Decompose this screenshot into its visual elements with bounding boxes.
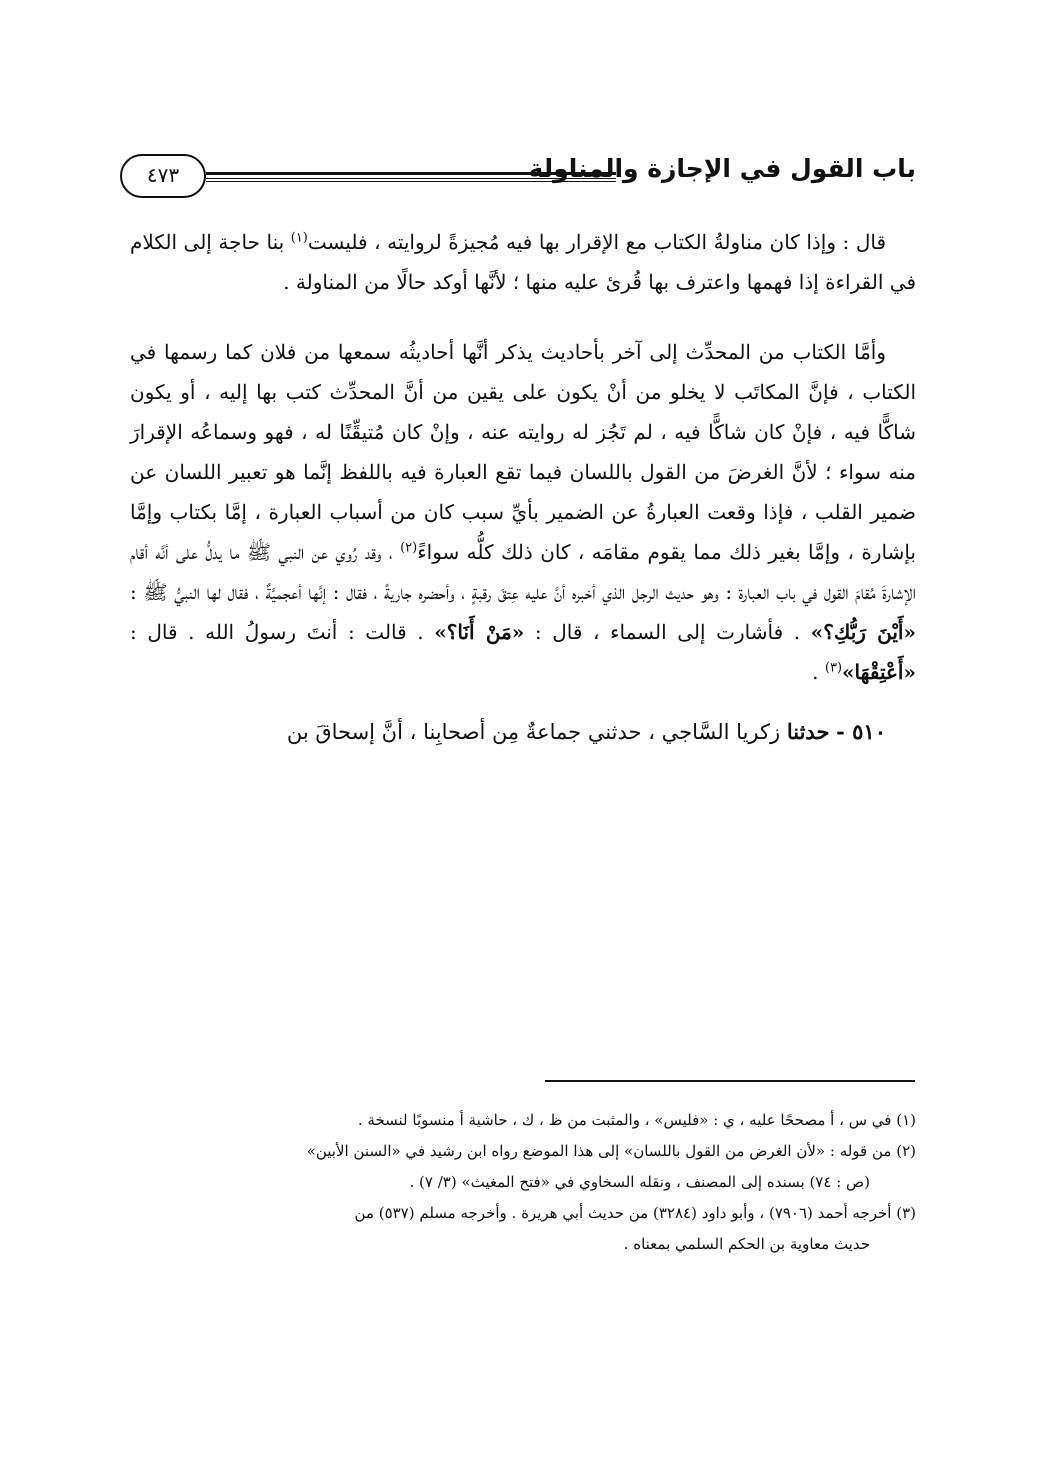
paragraph-2 [130, 332, 916, 692]
chapter-title: باب القول في الإجازة والمناولة [528, 154, 916, 183]
footnote-ref-1[interactable]: (١) [290, 230, 308, 246]
paragraph-1 [130, 222, 916, 302]
footnote-3-continued: حديث معاوية بن الحكم السلمي بمعناه . [623, 1235, 870, 1253]
p1-text-a: قال : وإذا كان مناولةُ الكتاب مع الإقرار بها فيه مُجيزةً لروايته ، فليست [307, 230, 887, 254]
footnote-1: (١) في س ، أ مصححًا عليه ، ي : «فليس» ، والمثبت من ظ ، ك ، حاشية أ منسوبًا لنسخة . [357, 1111, 916, 1129]
narration-keyword: حدثنا [786, 719, 830, 744]
p2-text-c: . فأشارت إلى السماء ، قال : [534, 620, 801, 644]
main-text [130, 222, 916, 772]
p2-text-e: . [812, 660, 819, 684]
footnotes [130, 1106, 916, 1261]
narration-number: ٥١٠ - [836, 719, 886, 744]
page-number: ٤٧٣ [120, 154, 206, 198]
footnote-ref-2[interactable]: (٢) [400, 540, 418, 556]
header-rule-thin [206, 181, 616, 182]
hadith-quote-1: «أَيْنَ رَبُّكِ؟» [810, 620, 916, 644]
hadith-quote-2: «مَنْ أَنَا؟» [434, 620, 525, 644]
narration-510 [130, 712, 916, 752]
narration-text: زكريا السَّاجي ، حدثني جماعةٌ مِن أصحابِنا ، أنَّ إسحاقَ بن [286, 720, 781, 744]
p2-text-a: وأمَّا الكتاب من المحدِّث إلى آخر بأحاديث يذكر أنَّها أحاديثُه سمعها من فلان كما رسمها في الكتاب ، فإنَّ المكاتَب لا يخلو من أنْ يكون على يقين من أنَّ المحدِّث كتب بها إليه ، أو يكون شاكًّا فيه ، فإنْ كان شاكًّا فيه ، لم تَجُز له روايته عنه ، وإنْ كان مُتيقِّنًا له ، فهو وسماعُه الإقرارَ منه سواء ؛ لأنَّ الغرضَ من القول باللسان فيما تقع العبارة فيه باللفظ إنَّما هو تعبير اللسان عن ضمير القلب ، فإذا وقعت العبارةُ عن الضمير بأيِّ سبب كان من أسباب العبارة ، إمَّا بكتاب وإمَّا بإشارة ، وإمَّا بغير ذلك مما يقوم مقامَه ، كان ذلك كلُّه سواءً [130, 340, 916, 564]
hadith-quote-3: «أَعْتِقْهَا» [842, 660, 916, 684]
page-header [120, 150, 916, 204]
header-rule [206, 172, 616, 179]
footnote-2: (٢) من قوله : «لأن الغرض من القول باللسان» إلى هذا الموضع رواه ابن رشيد في «السنن الأبين» [306, 1142, 916, 1160]
p2-text-b: ، وقد رُوي عن النبي ﷺ ما يدلُّ على أنَّه أقام الإشارةَ مُقامَ القول في باب العبارة : وهو حديث الرجل الذي أخبره أنَّ عليه عِتقَ رقبةٍ ، وأحضره جاريةً ، فقال : إنَّها أعجميَّةٌ ، فقال لها النبيُّ ﷺ : [130, 540, 916, 604]
footnote-ref-3[interactable]: (٣) [824, 660, 843, 676]
p2-text-d: . قالت : أنتَ رسولُ الله . قال : [130, 620, 424, 644]
p1-text-b: بنا حاجة إلى الكلام في القراءة إذا فهمها واعترف بها قُرئ عليه منها ؛ لأنَّها أوكد حالًا من المناولة . [130, 230, 916, 294]
footnote-2-continued: (ص : ٧٤) بسنده إلى المصنف ، ونقله السخاوي في «فتح المغيث» (٣/ ٧) . [409, 1173, 870, 1191]
footnote-3: (٣) أخرجه أحمد (٧٩٠٦) ، وأبو داود (٣٢٨٤) من حديث أبي هريرة . وأخرجه مسلم (٥٣٧) من [354, 1204, 916, 1222]
footnote-separator [545, 1080, 915, 1082]
